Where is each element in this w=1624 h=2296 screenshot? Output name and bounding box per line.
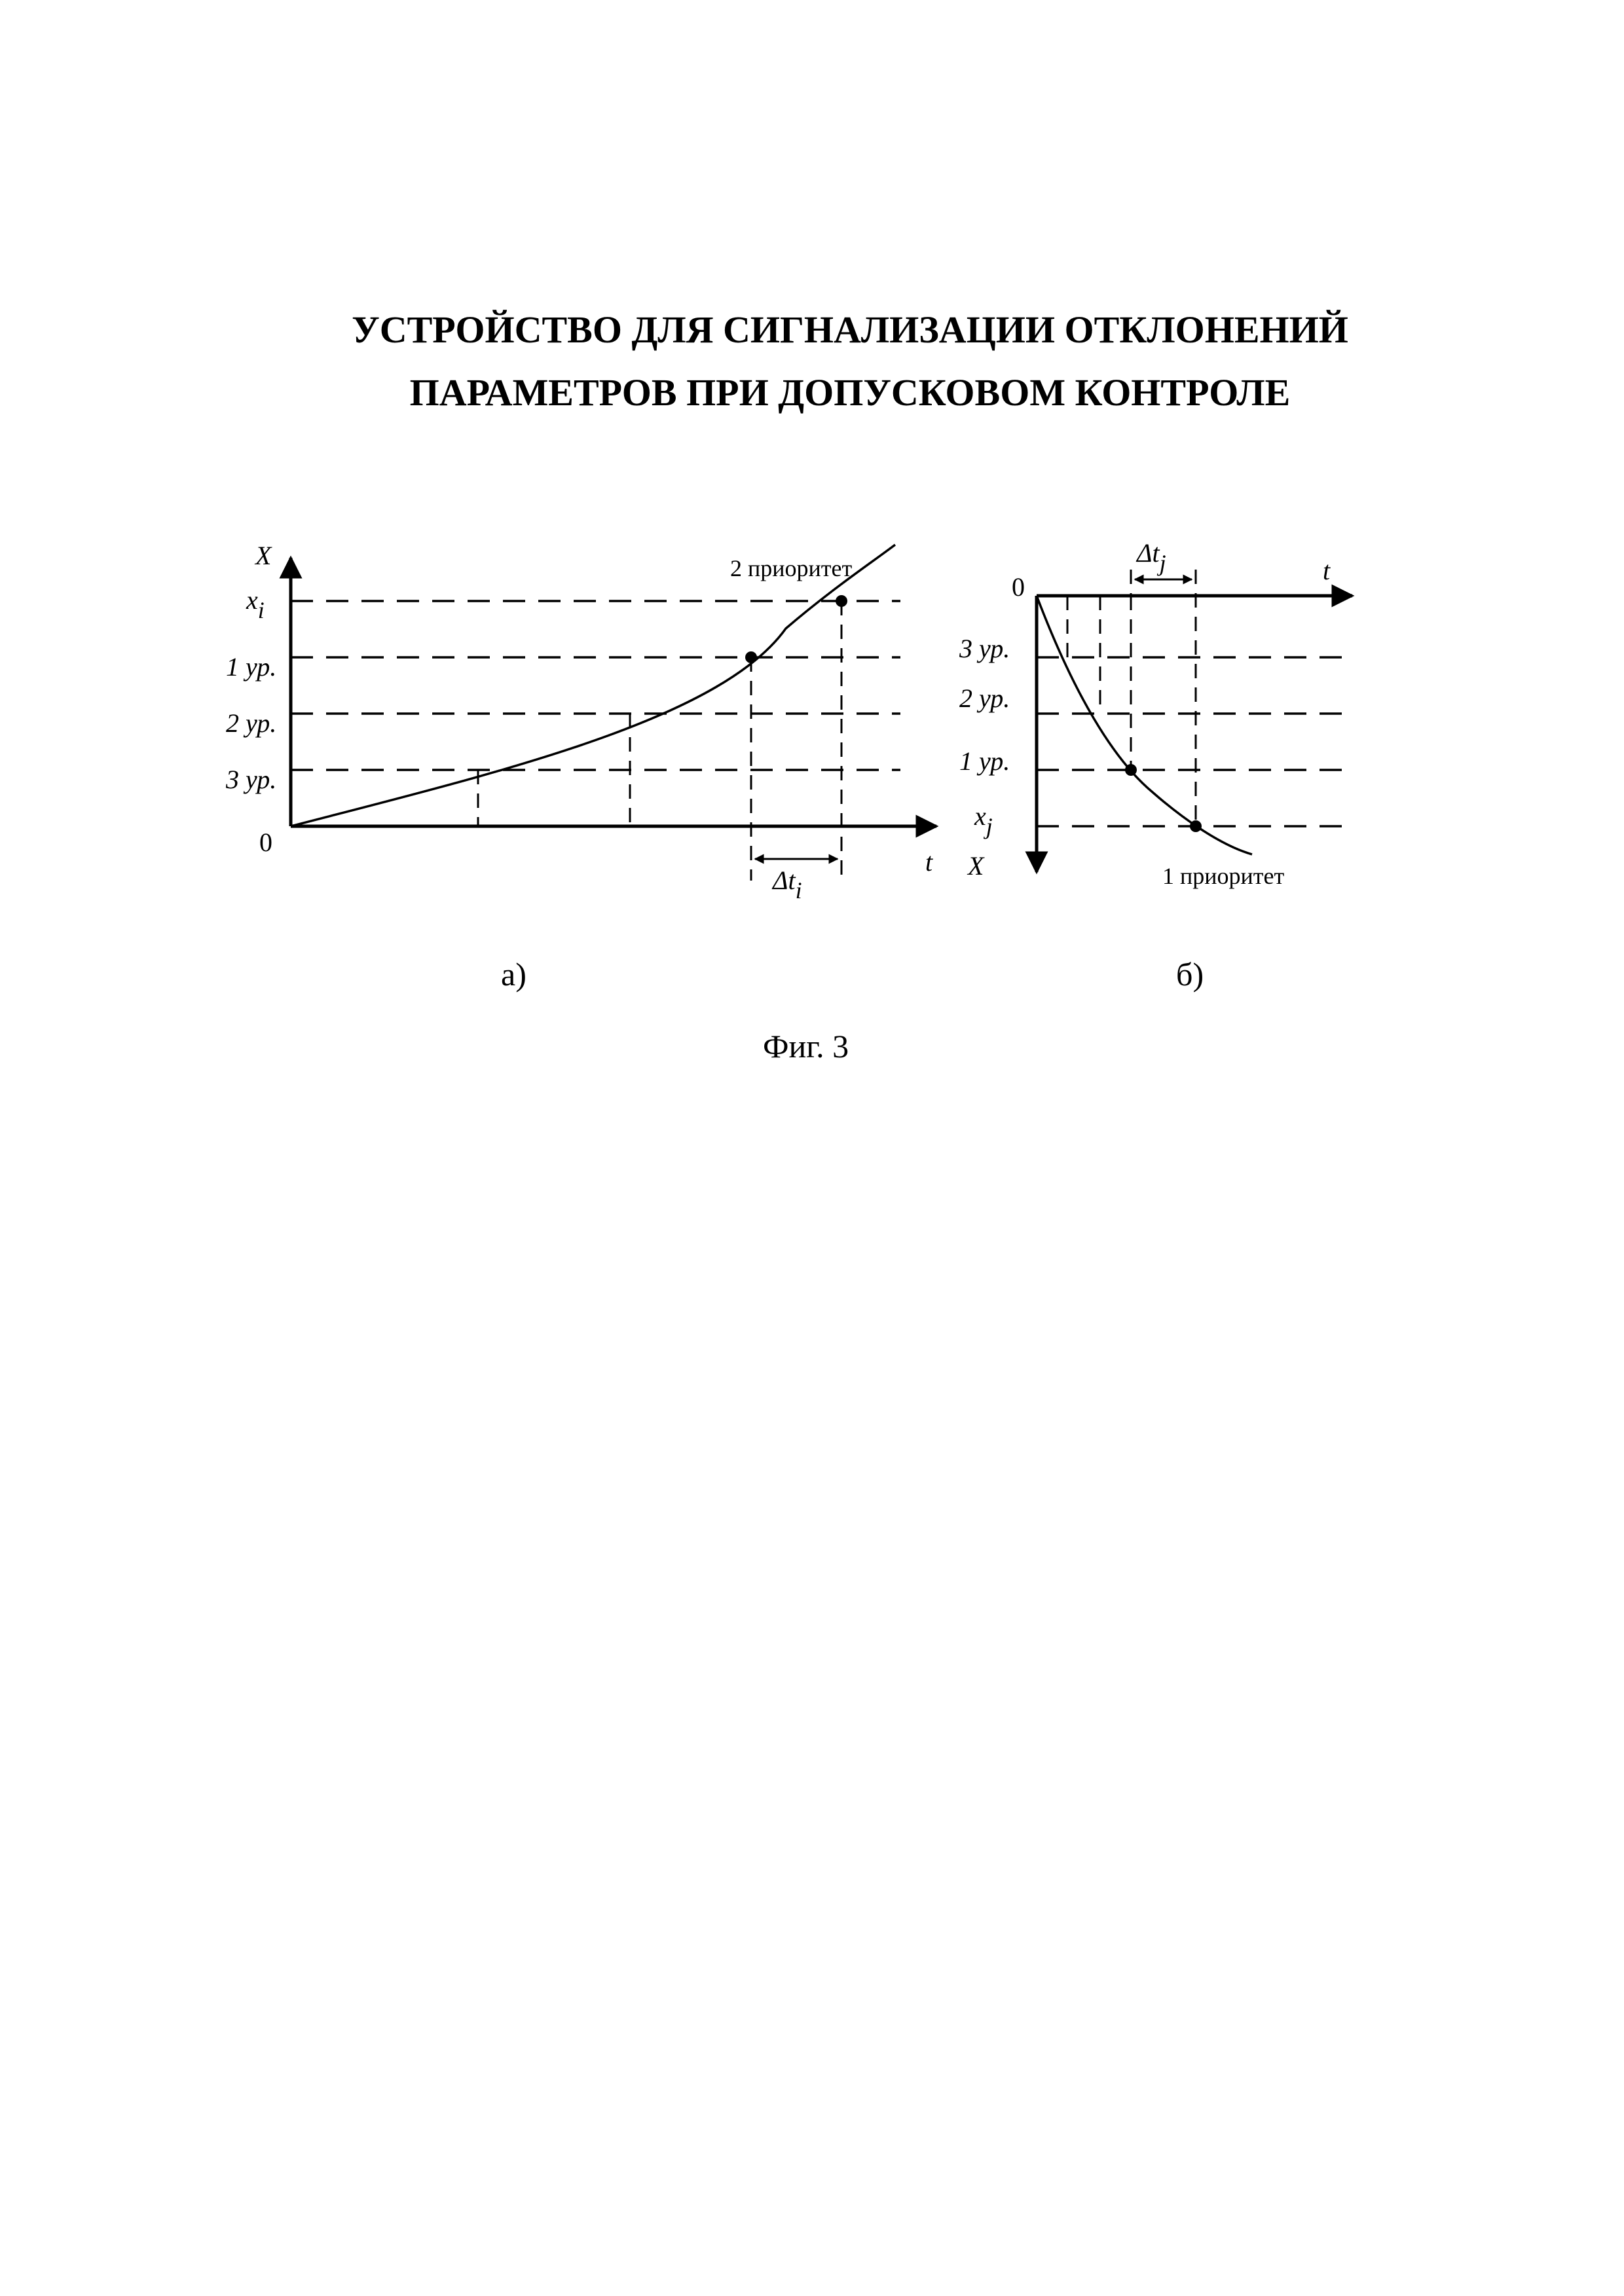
diagram-b-point-1 xyxy=(1125,764,1137,776)
diagram-a-level-xi-label: xi xyxy=(246,585,265,623)
diagram-b-level-2-label: 2 ур. xyxy=(959,683,1010,713)
diagram-a-origin-label: 0 xyxy=(259,828,272,857)
diagram-a xyxy=(225,541,936,993)
diagram-b xyxy=(959,538,1352,993)
diagram-a-level-3-label: 3 ур. xyxy=(225,765,276,794)
diagram-b-origin-label: 0 xyxy=(1012,572,1025,602)
diagram-b-level-1-label: 1 ур. xyxy=(959,746,1010,776)
diagram-b-priority-label: 1 приоритет xyxy=(1162,863,1285,889)
diagram-a-level-2-label: 2 ур. xyxy=(226,708,276,738)
diagram-b-axis-x-label: t xyxy=(1323,556,1331,585)
title-line-2: ПАРАМЕТРОВ ПРИ ДОПУСКОВОМ КОНТРОЛЕ xyxy=(38,371,1624,414)
diagram-a-curve xyxy=(291,545,895,826)
diagram-a-priority-label: 2 приоритет xyxy=(730,555,853,581)
diagram-b-point-xj xyxy=(1190,820,1202,832)
diagram-b-axis-y-label: X xyxy=(967,851,985,881)
diagram-b-delta-label: Δtj xyxy=(1135,538,1166,576)
diagram-a-caption: а) xyxy=(501,956,526,993)
diagram-a-delta-label: Δti xyxy=(771,866,802,903)
diagram-a-axis-x-label: t xyxy=(925,847,933,877)
title-line-1: УСТРОЙСТВО ДЛЯ СИГНАЛИЗАЦИИ ОТКЛОНЕНИЙ xyxy=(38,308,1624,352)
figure-3 xyxy=(0,0,1624,2296)
diagram-b-curve xyxy=(1037,596,1252,854)
diagram-b-caption: б) xyxy=(1176,956,1204,993)
diagram-b-level-xj-label: xj xyxy=(974,801,993,839)
diagram-a-point-1 xyxy=(745,651,757,663)
diagram-a-point-xi xyxy=(836,595,847,607)
diagram-b-level-3-label: 3 ур. xyxy=(959,634,1010,663)
diagram-a-level-1-label: 1 ур. xyxy=(226,652,276,682)
figure-caption: Фиг. 3 xyxy=(763,1028,849,1065)
diagram-a-axis-y-label: X xyxy=(254,541,272,570)
